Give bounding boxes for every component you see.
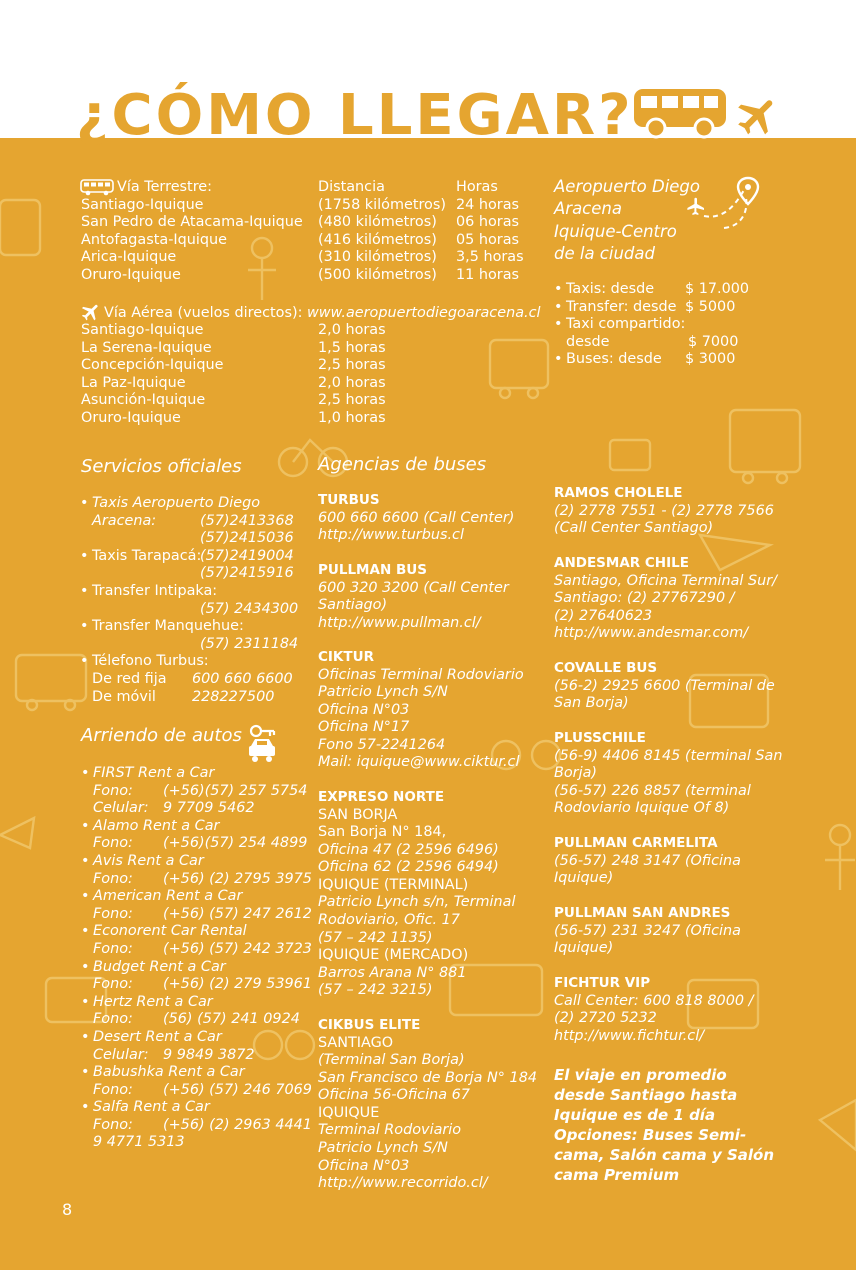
hours-header: Horas — [456, 179, 498, 195]
agency-link[interactable]: http://www.pullman.cl/ — [318, 614, 481, 631]
terrestre-label: Vía Terrestre: — [117, 179, 212, 195]
agency-link[interactable]: http://www.turbus.cl — [318, 527, 464, 544]
airport-prices — [554, 281, 766, 369]
list-item: Fono: (+56) (57) 246 7069 — [93, 1081, 312, 1098]
table-row: Asunción-Iquique 2,5 horas — [81, 392, 386, 409]
list-item: Fono: (+56) (2) 279 53961 — [93, 976, 312, 993]
list-item: • American Rent a Car — [81, 888, 243, 905]
list-item: • Taxis Aeropuerto Diego — [80, 495, 261, 511]
airport-title: Aeropuerto Diego Aracena Iquique-Centro de la ciudad — [554, 177, 701, 263]
table-row: San Pedro de Atacama-Iquique (480 kilómetros) 06 horas — [81, 214, 520, 231]
car-key-icon — [246, 724, 276, 764]
list-item: Celular: 9 9849 3872 — [93, 1046, 255, 1063]
list-item: Fono: (+56)(57) 257 5754 — [93, 782, 308, 799]
table-row: La Serena-Iquique 1,5 horas — [81, 339, 386, 356]
list-item: • Télefono Turbus: — [80, 653, 209, 670]
table-row: Oruro-Iquique (500 kilómetros) 11 horas — [81, 266, 520, 283]
table-row: Concepción-Iquique 2,5 horas — [81, 357, 386, 374]
list-item: Fono: (56) (57) 241 0924 — [93, 1011, 300, 1028]
list-item: • Alamo Rent a Car — [81, 817, 220, 834]
list-item: (57)2415036 — [200, 530, 294, 547]
list-item: • Avis Rent a Car — [81, 852, 204, 869]
list-item: • Desert Rent a Car — [81, 1028, 222, 1045]
agency-link[interactable]: http://www.fichtur.cl/ — [554, 1027, 705, 1044]
terrestre-table — [81, 197, 541, 285]
closing-note: El viaje en promedio desde Santiago hasta Iquique es de 1 día Opciones: Buses Semi- cama, Salón cama y Salón cama Premium — [554, 1066, 774, 1184]
agency-link[interactable]: http://www.recorrido.cl/ — [318, 1175, 488, 1192]
agency-expreso-norte: EXPRESO NORTE SAN BORJA San Borja N° 184, Oficina 47 (2 2596 6496) Oficina 62 (2 2596 6494) IQUIQUE (TERMINAL) Patricio Lynch s/n, Terminal Rodoviario, Ofic. 17 (57 – 242 1135) IQUIQUE (MERCADO) Barros Arana N° 881 (57 – 242 3215) — [318, 789, 516, 999]
list-item: (57) 2311184 — [200, 635, 299, 652]
list-item: Fono: (+56) (2) 2795 3975 — [93, 870, 312, 887]
list-item: desde $ 7000 — [566, 333, 739, 350]
route-pin-icon — [684, 176, 764, 236]
bus-icon — [80, 179, 114, 196]
list-item: Fono: (+56) (2) 2963 4441 — [93, 1116, 312, 1133]
list-item: • Taxi compartido: — [554, 316, 686, 333]
list-item: Fono: (+56)(57) 254 4899 — [93, 835, 308, 852]
list-item: • Hertz Rent a Car — [81, 993, 213, 1010]
list-item: • Babushka Rent a Car — [81, 1064, 245, 1081]
table-row: Oruro-Iquique 1,0 horas — [81, 409, 386, 426]
list-item: 9 4771 5313 — [93, 1134, 185, 1151]
agency-plusschile: PLUSSCHILE (56-9) 4406 8145 (terminal San Borja) (56-57) 226 8857 (terminal Rodoviario Iquique Of 8) — [554, 730, 783, 817]
list-item: (57) 2434300 — [200, 600, 299, 617]
agency-andesmar: ANDESMAR CHILE Santiago, Oficina Terminal Sur/ Santiago: (2) 27767290 / (2) 27640623 http://www.andesmar.com/ — [554, 555, 777, 642]
agency-turbus: TURBUS 600 660 6600 (Call Center) http://www.turbus.cl — [318, 492, 515, 544]
agency-ramos-cholele: RAMOS CHOLELE (2) 2778 7551 - (2) 2778 7566 (Call Center Santiago) — [554, 485, 774, 537]
agency-ciktur: CIKTUR Oficinas Terminal Rodoviario Patricio Lynch S/N Oficina N°03 Oficina N°17 Fono 57-2241264 Mail: iquique@www.ciktur.cl — [318, 649, 524, 771]
table-row: Santiago-Iquique 2,0 horas — [81, 322, 386, 338]
aerea-label: Vía Aérea (vuelos directos): www.aeropuertodiegoaracena.cl — [104, 305, 541, 321]
agency-link[interactable]: http://www.andesmar.com/ — [554, 625, 749, 642]
airport-link[interactable]: www.aeropuertodiegoaracena.cl — [307, 305, 541, 321]
list-item: • Taxis Tarapacá: (57)2419004 — [80, 547, 294, 564]
agency-fichtur-vip: FICHTUR VIP Call Center: 600 818 8000 / (2) 2720 5232 http://www.fichtur.cl/ — [554, 975, 754, 1044]
table-row: La Paz-Iquique 2,0 horas — [81, 374, 386, 391]
bus-icon — [632, 86, 730, 140]
list-item: • Buses: desde $ 3000 — [554, 351, 736, 368]
list-item: (57)2415916 — [200, 565, 294, 582]
list-item: De móvil 228227500 — [92, 688, 275, 705]
agency-pullman-carmelita: PULLMAN CARMELITA (56-57) 248 3147 (Oficina Iquique) — [554, 835, 741, 887]
airplane-icon — [734, 92, 782, 140]
car-rental-title: Arriendo de autos — [81, 725, 242, 746]
list-item: • Transfer: desde $ 5000 — [554, 298, 736, 315]
table-row: Arica-Iquique (310 kilómetros) 3,5 horas — [81, 249, 524, 266]
list-item: Fono: (+56) (57) 242 3723 — [93, 940, 312, 957]
car-rental-list — [81, 765, 313, 1152]
list-item: • Budget Rent a Car — [81, 958, 226, 975]
list-item: De red fija 600 660 6600 — [92, 670, 293, 687]
list-item: Celular: 9 7709 5462 — [93, 800, 255, 817]
list-item: • Econorent Car Rental — [81, 923, 247, 940]
bus-agencies-title: Agencias de buses — [318, 454, 487, 475]
agency-pullman-bus: PULLMAN BUS 600 320 3200 (Call Center Santiago) http://www.pullman.cl/ — [318, 562, 509, 631]
list-item: Fono: (+56) (57) 247 2612 — [93, 905, 312, 922]
services-title: Servicios oficiales — [81, 456, 242, 477]
list-item: • Transfer Manquehue: — [80, 618, 244, 635]
airplane-icon — [80, 301, 102, 323]
page-number: 8 — [62, 1200, 73, 1219]
agency-cikbus-elite: CIKBUS ELITE SANTIAGO (Terminal San Borja) San Francisco de Borja N° 184 Oficina 56-Oficina 67 IQUIQUE Terminal Rodoviario Patricio Lynch S/N Oficina N°03 http://www.recorrido.cl/ — [318, 1017, 538, 1192]
list-item: • FIRST Rent a Car — [81, 765, 215, 781]
distance-header: Distancia — [318, 179, 385, 195]
agency-covalle: COVALLE BUS (56-2) 2925 6600 (Terminal de San Borja) — [554, 660, 775, 712]
table-row: Santiago-Iquique (1758 kilómetros) 24 horas — [81, 196, 520, 213]
list-item: • Salfa Rent a Car — [81, 1099, 210, 1116]
list-item: • Transfer Intipaka: — [80, 582, 218, 599]
page-title: ¿CÓMO LLEGAR? — [76, 83, 634, 148]
list-item: Aracena: (57)2413368 — [92, 512, 294, 529]
agency-pullman-san-andres: PULLMAN SAN ANDRES (56-57) 231 3247 (Oficina Iquique) — [554, 905, 741, 957]
services-list — [80, 495, 312, 706]
aerea-table — [81, 322, 441, 428]
table-row: Antofagasta-Iquique (416 kilómetros) 05 horas — [81, 231, 520, 248]
list-item: • Taxis: desde $ 17.000 — [554, 281, 750, 297]
